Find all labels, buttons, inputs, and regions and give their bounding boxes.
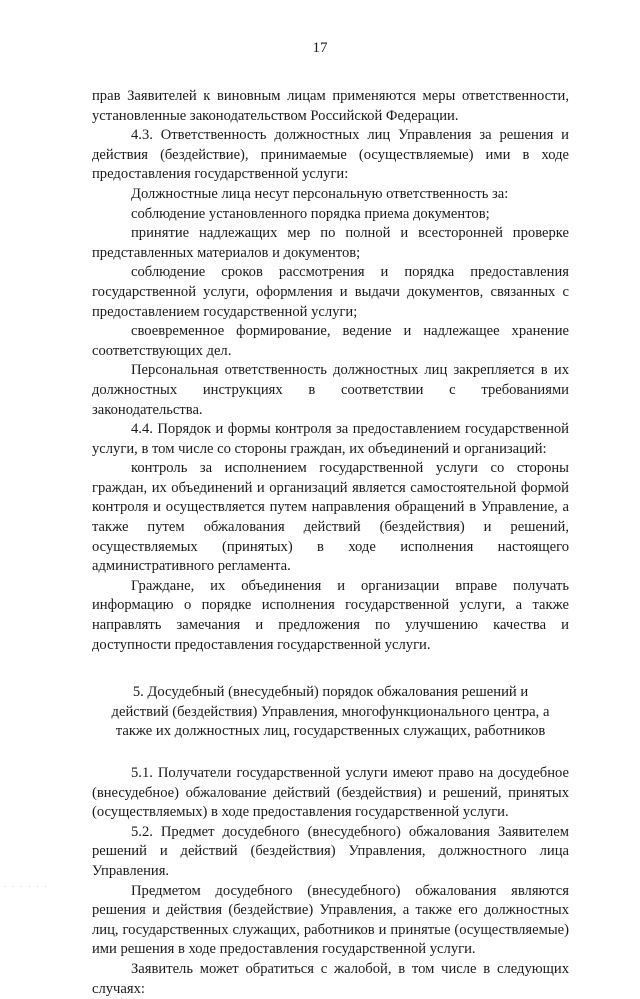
body-paragraph: Предметом досудебного (внесудебного) обжалования являются решения и действия (бездействие) Управления, а также его должностных лиц, государственных служащих, работников и принятые (осуществляемые) ими решения в ходе предоставления государственной услуги. — [92, 882, 569, 958]
body-paragraph: Заявитель может обратиться с жалобой, в том числе в следующих случаях: — [92, 960, 569, 997]
document-body — [92, 87, 569, 999]
body-paragraph: Должностные лица несут персональную ответственность за: — [131, 185, 509, 202]
body-paragraph: 4.3. Ответственность должностных лиц Управления за решения и действия (бездействие), принимаемые (осуществляемые) ими в ходе предоставления государственной услуги: — [92, 127, 569, 183]
page-number: 17 — [312, 40, 328, 56]
body-paragraph: Персональная ответственность должностных лиц закрепляется в их должностных инструкциях в соответствии с требованиями законодательства. — [92, 362, 569, 418]
body-paragraph: своевременное формирование, ведение и надлежащее хранение соответствующих дел. — [92, 323, 569, 359]
body-paragraph: 4.4. Порядок и формы контроля за предоставлением государственной услуги, в том числе со стороны граждан, их объединений и организаций: — [92, 421, 569, 457]
body-paragraph: соблюдение установленного порядка приема документов; — [131, 205, 490, 222]
body-paragraph: принятие надлежащих мер по полной и всесторонней проверке представленных материалов и документов; — [92, 225, 569, 261]
body-paragraph: 5.2. Предмет досудебного (внесудебного) обжалования Заявителем решений и действий (бездействия) Управления, должностного лица Управления. — [92, 823, 569, 879]
body-paragraph: соблюдение сроков рассмотрения и порядка предоставления государственной услуги, оформления и выдачи документов, связанных с предоставлением государственной услуги; — [92, 264, 569, 320]
body-paragraph: прав Заявителей к виновным лицам применяются меры ответственности, установленные законодательством Российской Федерации. — [92, 88, 569, 124]
paragraphs-after-section — [92, 764, 569, 999]
body-paragraph: контроль за исполнением государственной услуги со стороны граждан, их объединений и организаций является самостоятельной формой контроля и осуществляется путем направления обращений в Управление, а также путем обжалования действий (бездействия) и решений, осуществляемых (принятых) в ходе исполнения настоящего административного регламента. — [92, 460, 569, 575]
scan-artifact: · · · · · · — [4, 883, 49, 891]
section-heading: 5. Досудебный (внесудебный) порядок обжалования решений и действий (бездействия) Управления, многофункционального центра, а также их должностных лиц, государственных служащих, работников — [111, 684, 550, 740]
body-paragraph: Граждане, их объединения и организации вправе получать информацию о порядке исполнения государственной услуги, а также направлять замечания и предложения по улучшению качества и доступности предоставления государственной услуги. — [92, 577, 569, 653]
paragraphs-before-section — [92, 87, 569, 655]
body-paragraph: 5.1. Получатели государственной услуги имеют право на досудебное (внесудебное) обжалование действий (бездействия) и решений, принятых (осуществляемых) в ходе предоставления государственной услуги. — [92, 765, 569, 821]
